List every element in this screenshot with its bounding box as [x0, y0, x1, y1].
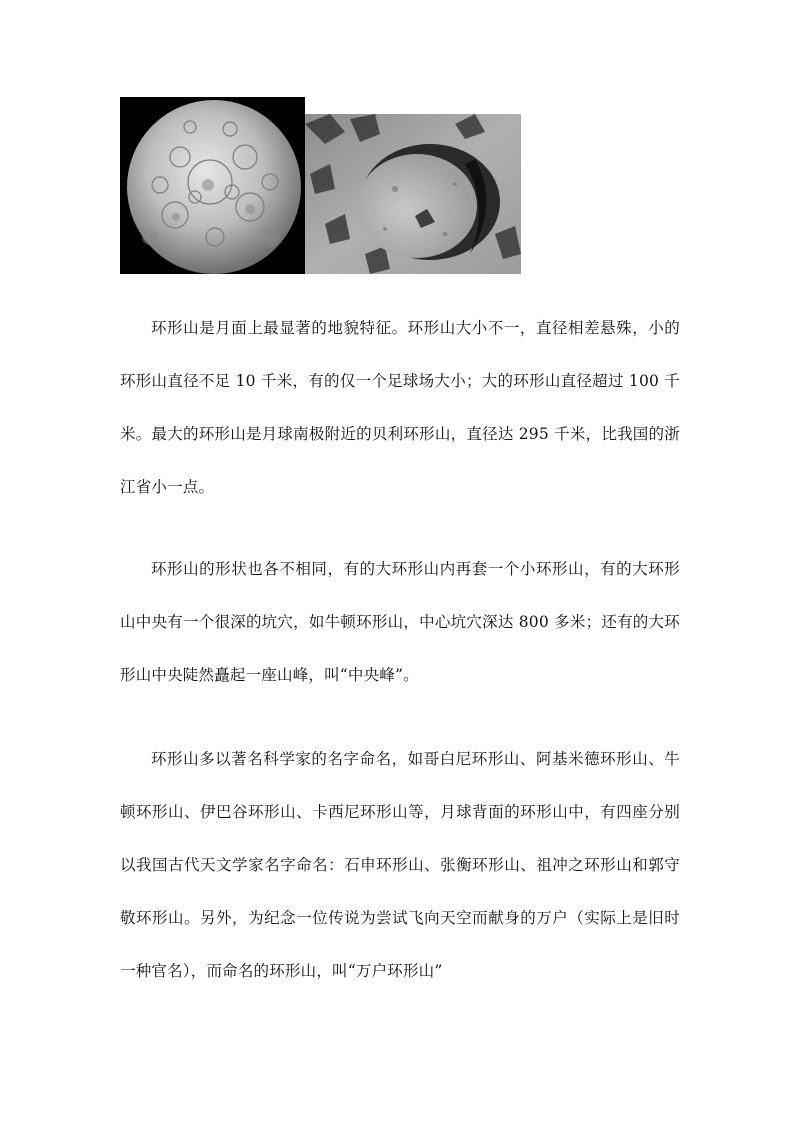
figure-row — [120, 97, 522, 274]
crater-closeup-photo — [305, 114, 521, 274]
paragraph-crater-size: 环形山是月面上最显著的地貌特征。环形山大小不一，直径相差悬殊，小的环形山直径不足 10 千米，有的仅一个足球场大小；大的环形山直径超过 100 千米。最大的环形山是月球南极附近的贝利环形山，直径达 295 千米，比我国的浙江省小一点。 — [120, 319, 680, 496]
paragraph-3-container — [120, 733, 680, 998]
moon-south-pole-photo — [120, 97, 305, 274]
paragraph-2-container — [120, 543, 680, 702]
paragraph-crater-shape: 环形山的形状也各不相同，有的大环形山内再套一个小环形山，有的大环形山中央有一个很深的坑穴，如牛顿环形山，中心坑穴深达 800 多米；还有的大环形山中央陡然矗起一座山峰，叫“中央峰”。 — [120, 560, 680, 684]
paragraph-1-container — [120, 302, 680, 514]
paragraph-crater-naming: 环形山多以著名科学家的名字命名，如哥白尼环形山、阿基米德环形山、牛顿环形山、伊巴谷环形山、卡西尼环形山等，月球背面的环形山中，有四座分别以我国古代天文学家名字命名：石申环形山、张衡环形山、祖冲之环形山和郭守敬环形山。另外，为纪念一位传说为尝试飞向天空而献身的万户（实际上是旧时一种官名），而命名的环形山，叫“万户环形山” — [120, 750, 680, 980]
